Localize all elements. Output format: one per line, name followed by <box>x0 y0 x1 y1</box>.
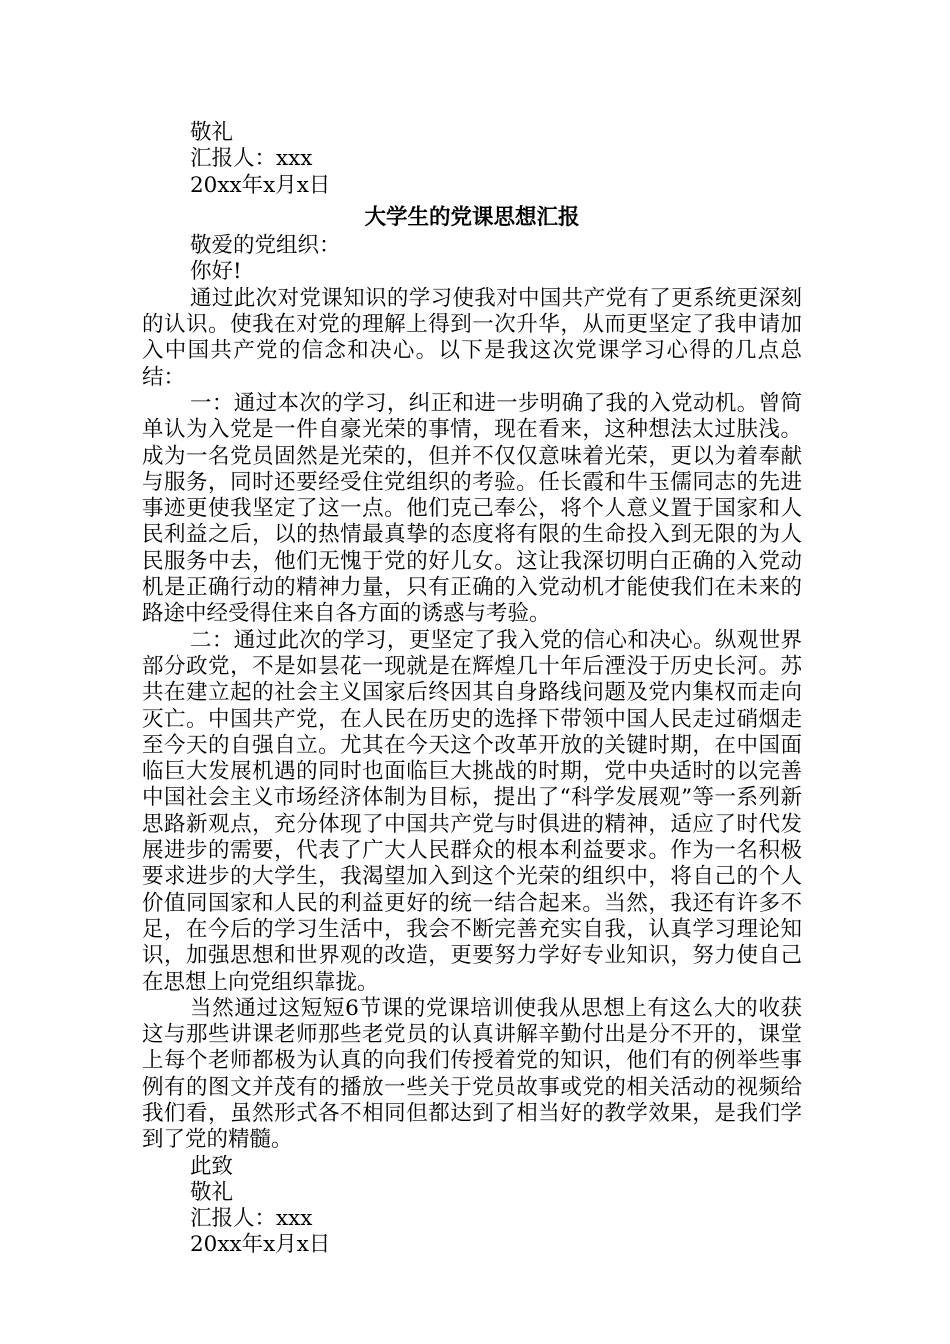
addressee-line: 敬爱的党组织： <box>190 233 341 259</box>
intro-paragraph: 通过此次对党课知识的学习使我对中国共产党有了更系统更深刻的认识。使我在对党的理解上得到一次升华，从而更坚定了我申请加入中国共产党的信念和决心。以下是我这次党课学习心得的几点总结： <box>142 285 802 390</box>
point-one-paragraph: 一：通过本次的学习，纠正和进一步明确了我的入党动机。曾简单认为入党是一件自豪光荣的事情，现在看来，这种想法太过肤浅。成为一名党员固然是光荣的，但并不仅仅意味着光荣，更以为着奉献与服务，同时还要经受住党组织的考验。任长霞和牛玉儒同志的先进事迹更使我坚定了这一点。他们克己奉公，将个人意义置于国家和人民利益之后，以的热情最真挚的态度将有限的生命投入到无限的为人民服务中去，他们无愧于党的好儿女。这让我深切明白正确的入党动机是正确行动的精神力量，只有正确的入党动机才能使我们在未来的路途中经受得住来自各方面的诱惑与考验。 <box>142 390 802 627</box>
greeting-line: 你好! <box>190 259 242 285</box>
date-line: 20xx年x月x日 <box>190 1232 331 1258</box>
cizhi-line: 此致 <box>190 1153 234 1179</box>
closing-salute-top: 敬礼 <box>190 120 234 145</box>
document-page <box>142 120 802 1259</box>
reporter-line: 汇报人：xxx <box>190 1206 313 1232</box>
point-two-paragraph: 二：通过此次的学习，更坚定了我入党的信心和决心。纵观世界部分政党，不是如昙花一现就是在辉煌几十年后湮没于历史长河。苏共在建立起的社会主义国家后终因其自身路线问题及党内集权而走向灭亡。中国共产党，在人民在历史的选择下带领中国人民走过硝烟走至今天的自强自立。尤其在今天这个改革开放的关键时期，在中国面临巨大发展机遇的同时也面临巨大挑战的时期，党中央适时的以完善中国社会主义市场经济体制为目标，提出了“科学发展观”等一系列新思路新观点，充分体现了中国共产党与时俱进的精神，适应了时代发展进步的需要，代表了广大人民群众的根本利益要求。作为一名积极要求进步的大学生，我渴望加入到这个光荣的组织中，将自己的个人价值同国家和人民的利益更好的统一结合起来。当然，我还有许多不足，在今后的学习生活中，我会不断完善充实自我，认真学习理论知识，加强思想和世界观的改造，更要努力学好专业知识，努力使自己在思想上向党组织靠拢。 <box>142 627 802 995</box>
reporter-line-top: 汇报人：xxx <box>190 146 313 172</box>
closing-salute: 敬礼 <box>190 1179 234 1205</box>
conclusion-paragraph: 当然通过这短短6节课的党课培训使我从思想上有这么大的收获这与那些讲课老师那些老党员的认真讲解辛勤付出是分不开的，课堂上每个老师都极为认真的向我们传授着党的知识，他们有的例举些事例有的图文并茂有的播放一些关于党员故事或党的相关活动的视频给我们看，虽然形式各不相同但都达到了相当好的教学效果，是我们学到了党的精髓。 <box>142 995 802 1153</box>
document-title: 大学生的党课思想汇报 <box>364 204 580 230</box>
date-line-top: 20xx年x月x日 <box>190 172 331 198</box>
